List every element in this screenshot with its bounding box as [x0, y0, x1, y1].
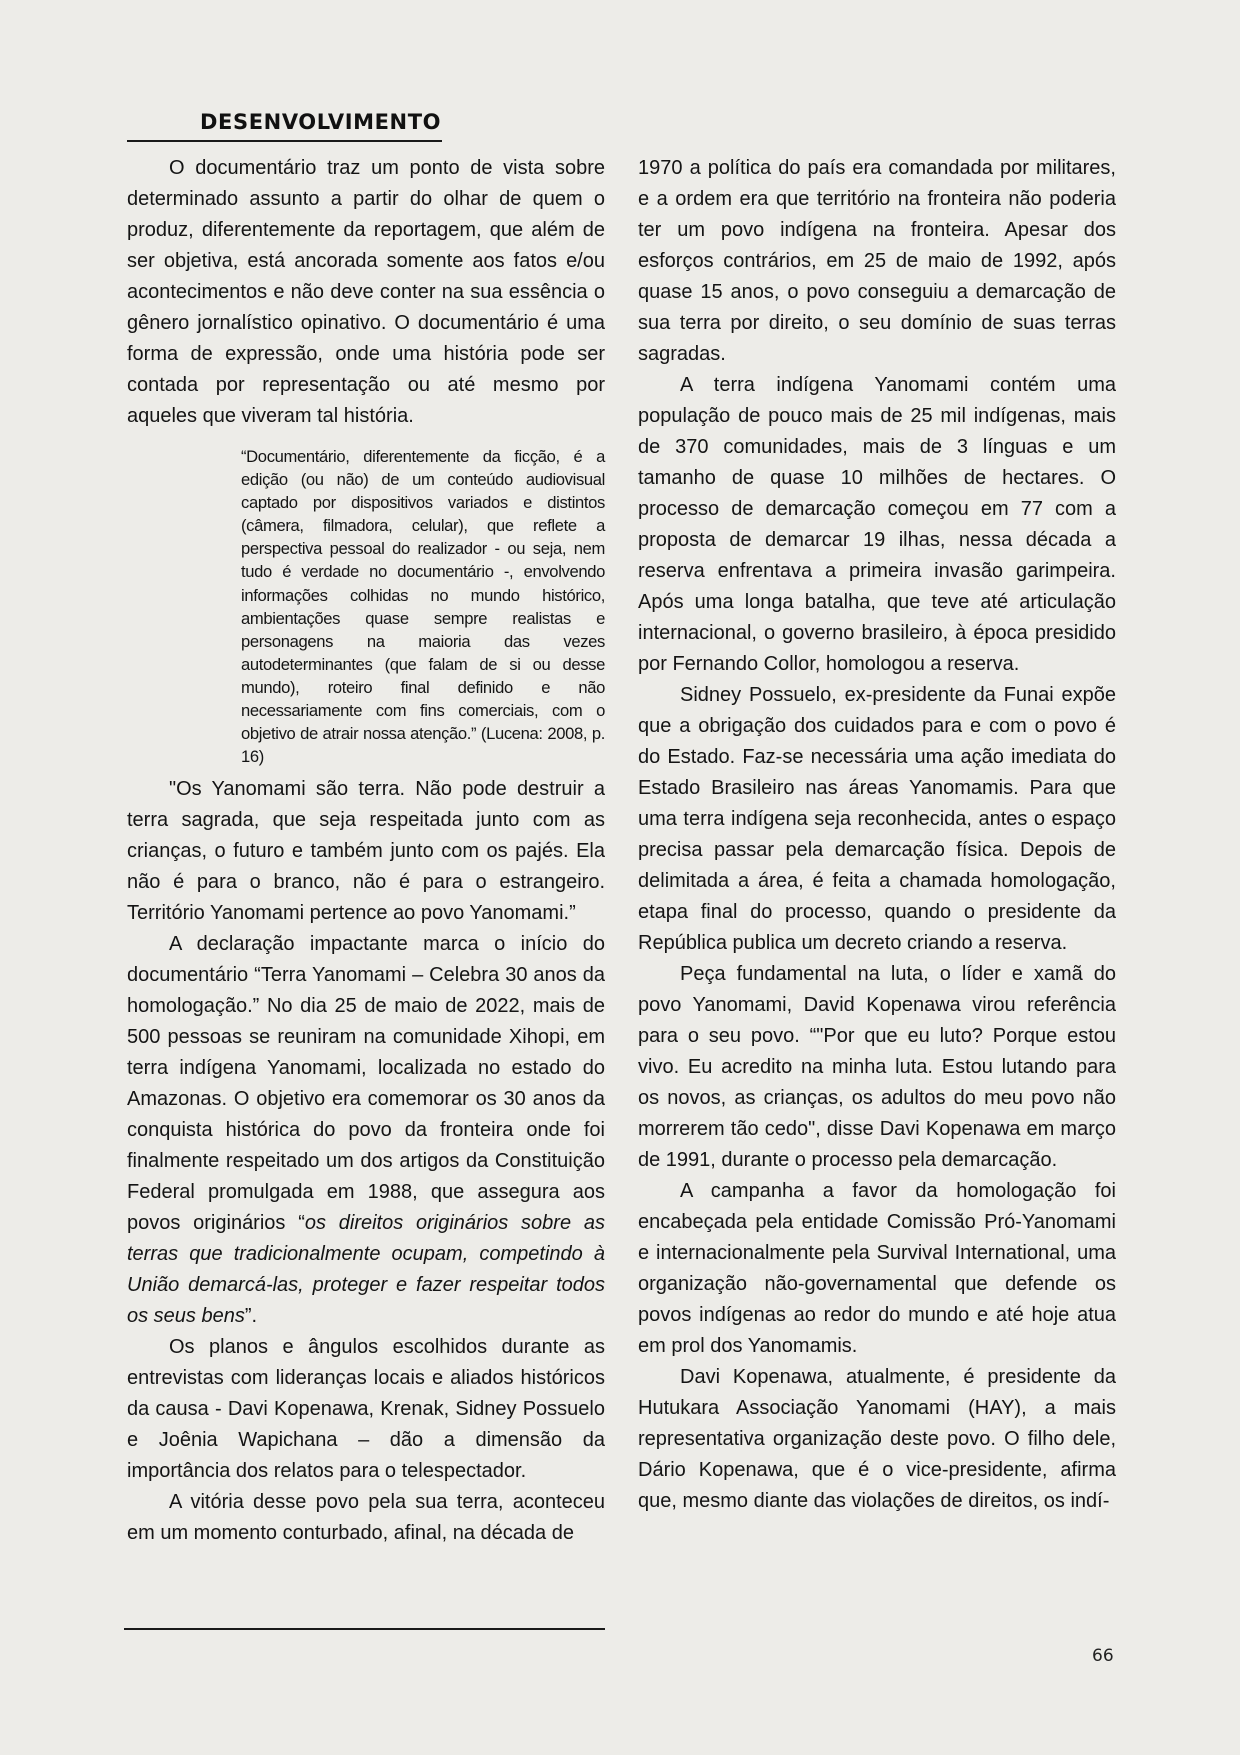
- paragraph-declaration-end: ”.: [244, 1305, 258, 1328]
- paragraph-campaign: A campanha a favor da homologação foi encabeçada pela entidade Comissão Pró-Yanomami e internacionalmente pela Survival International, uma organização não-governamental que defende os povos indígenas ao redor do mundo e até hoje atua em prol dos Yanomamis.: [638, 1180, 1116, 1357]
- constitution-quote: os direitos originários sobre as terras que tradicionalmente ocupam, competindo à União demarcá-las, proteger e fazer respeitar todos os seus bens: [127, 1212, 605, 1328]
- paragraph-hutukara: Davi Kopenawa, atualmente, é presidente da Hutukara Associação Yanomami (HAY), a mais representativa organização deste povo. O filho dele, Dário Kopenawa, que é o vice-presidente, afirma que, mesmo diante das violações de direitos, os indí-: [638, 1366, 1116, 1512]
- paragraph-possuelo: Sidney Possuelo, ex-presidente da Funai expõe que a obrigação dos cuidados para e com o povo é do Estado. Faz-se necessária uma ação imediata do Estado Brasileiro nas áreas Yanomamis. Para que uma terra indígena seja reconhecida, antes o espaço precisa passar pela demarcação física. Depois de delimitada a área, é feita a chamada homologação, etapa final do processo, quando o presidente da República publica um decreto criando a reserva.: [638, 684, 1116, 954]
- block-quote-lucena: “Documentário, diferentemente da ficção, é a edição (ou não) de um conteúdo audiovisual captado por dispositivos variados e distintos (câmera, filmadora, celular), que reflete a perspectiva pessoal do realizador - ou seja, nem tudo é verdade no documentário -, envolvendo informações colhidas no mundo histórico, ambientações quase sempre realistas e personagens na maioria das vezes autodeterminantes (que falam de si ou desse mundo), roteiro final definido e não necessariamente com fins comerciais, com o objetivo de atrair nossa atenção.” (Lucena: 2008, p. 16): [241, 447, 605, 767]
- paragraph-territory-facts: A terra indígena Yanomami contém uma população de pouco mais de 25 mil indígenas, mais de 370 comunidades, mais de 3 línguas e um tamanho de quase 10 milhões de hectares. O processo de demarcação começou em 77 com a proposta de demarcar 19 ilhas, nessa década a reserva enfrentava a primeira invasão garimpeira. Após uma longa batalha, que teve até articulação internacional, o governo brasileiro, à época presidido por Fernando Collor, homologou a reserva.: [638, 374, 1116, 675]
- paragraph-declaration-text: A declaração impactante marca o início do documentário “Terra Yanomami – Celebra 30 anos da homologação.” No dia 25 de maio de 2022, mais de 500 pessoas se reuniram na comunidade Xihopi, em terra indígena Yanomami, localizada no estado do Amazonas. O objetivo era comemorar os 30 anos da conquista histórica do povo da fronteira onde foi finalmente respeitado um dos artigos da Constituição Federal promulgada em 1988, que assegura aos povos originários “: [127, 933, 605, 1235]
- paragraph-1970-politics: 1970 a política do país era comandada por militares, e a ordem era que território na fronteira não poderia ter um povo indígena na fronteira. Apesar dos esforços contrários, em 25 de maio de 1992, após quase 15 anos, o povo conseguiu a demarcação de sua terra por direito, o seu domínio de suas terras sagradas.: [638, 157, 1116, 365]
- paragraph-yanomami-quote: "Os Yanomami são terra. Não pode destruir a terra sagrada, que seja respeitada junto com as crianças, o futuro e também junto com os pajés. Ela não é para o branco, não é para o estrangeiro. Território Yanomami pertence ao povo Yanomami.”: [127, 778, 605, 925]
- paragraph-interviews: Os planos e ângulos escolhidos durante as entrevistas com lideranças locais e aliados históricos da causa - Davi Kopenawa, Krenak, Sidney Possuelo e Joênia Wapichana – dão a dimensão da importância dos relatos para o telespectador.: [127, 1336, 605, 1483]
- section-heading-text: DESENVOLVIMENTO: [200, 110, 442, 134]
- section-heading: [127, 108, 442, 142]
- left-column: [127, 153, 605, 1549]
- right-column: [638, 153, 1116, 1517]
- paragraph-kopenawa-quote: Peça fundamental na luta, o líder e xamã do povo Yanomami, David Kopenawa virou referência para o seu povo. “"Por que eu luto? Porque estou vivo. Eu acredito na minha luta. Estou lutando para os novos, as crianças, os adultos do meu povo não morrerem tão cedo", disse Davi Kopenawa em março de 1991, durante o processo pela demarcação.: [638, 963, 1116, 1171]
- paragraph-victory: A vitória desse povo pela sua terra, aconteceu em um momento conturbado, afinal, na década de: [127, 1491, 605, 1545]
- page-number: 66: [1092, 1646, 1114, 1666]
- paragraph-declaration: [127, 929, 605, 1332]
- paragraph-documentary-definition: O documentário traz um ponto de vista sobre determinado assunto a partir do olhar de quem o produz, diferentemente da reportagem, que além de ser objetiva, está ancorada somente aos fatos e/ou acontecimentos e não deve conter na sua essência o gênero jornalístico opinativo. O documentário é uma forma de expressão, onde uma história pode ser contada por representação ou até mesmo por aqueles que viveram tal história.: [127, 157, 605, 427]
- left-column-bottom-rule: [124, 1628, 605, 1630]
